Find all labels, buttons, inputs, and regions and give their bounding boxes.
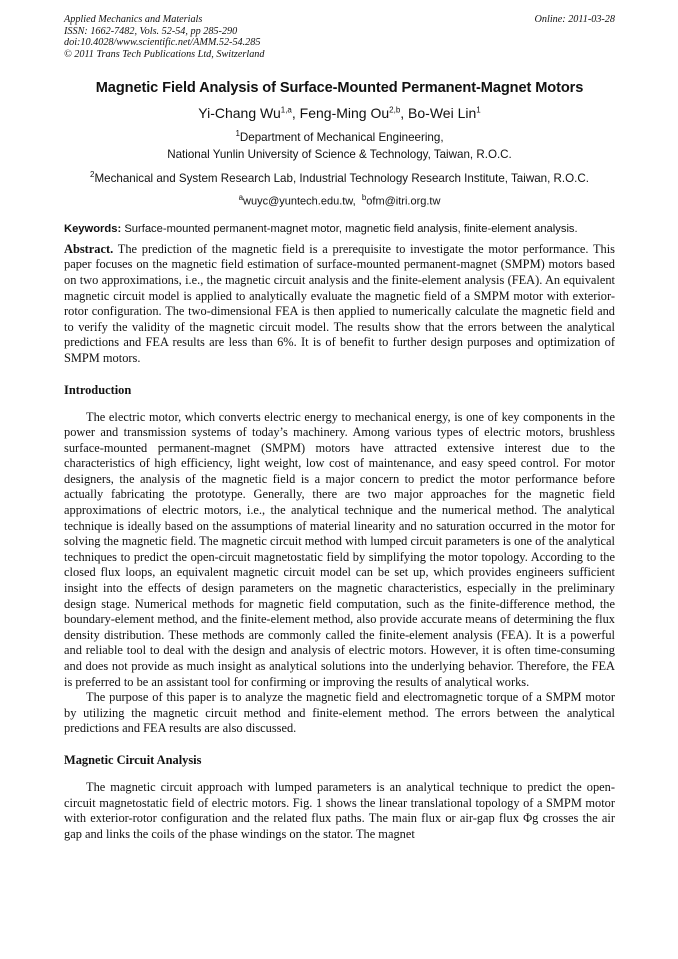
- author-sup: 2,b: [389, 105, 401, 115]
- affiliation-1: [64, 125, 615, 163]
- paper-page: [64, 14, 615, 842]
- author-name: Feng-Ming Ou: [299, 105, 390, 122]
- abstract-label: Abstract.: [64, 241, 114, 256]
- intro-paragraph-2: The purpose of this paper is to analyze the magnetic field and electromagnetic torque of a SMPM motor by utilizing the magnetic circuit method and finite-element method. The errors between the analytical predictions and FEA results are also discussed.: [64, 690, 615, 736]
- section-heading-magnetic-circuit: Magnetic Circuit Analysis: [64, 752, 202, 767]
- author-sup: 1: [476, 105, 481, 115]
- author-name: Bo-Wei Lin: [408, 105, 477, 122]
- email-sup: a: [238, 193, 244, 203]
- paper-title: Magnetic Field Analysis of Surface-Mounted Permanent-Magnet Motors: [95, 80, 584, 97]
- abstract-text: The prediction of the magnetic field is a prerequisite to investigate the motor performance. This paper focuses on the magnetic field estimation of surface-mounted permanent-magnet (SMPM) motors based on two approximations, i.e., the magnetic circuit analysis and the finite-element analysis (FEA). An equivalent magnetic circuit model is applied to analytically evaluate the magnetic field of a SMPM motor with exterior-rotor configuration. The two-dimensional FEA is then applied to numerically calculate the magnetic field and to verify the validity of the magnetic circuit model. The results show that the errors between the analytical predictions and FEA results are less than 6%. It is of benefit to further design purposes and optimization of SMPM motors.: [64, 241, 616, 365]
- keywords-block: [64, 222, 615, 237]
- issn-line: ISSN: 1662-7482, Vols. 52-54, pp 285-290: [64, 25, 238, 37]
- aff2-text: Mechanical and System Research Lab, Industrial Technology Research Institute, Taiwan, R.O.C.: [94, 172, 589, 186]
- journal-name: Applied Mechanics and Materials: [64, 14, 203, 25]
- journal-header: [64, 14, 615, 60]
- email-sup: b: [361, 193, 367, 203]
- intro-paragraph-1: The electric motor, which converts electric energy to mechanical energy, is one of key components in the power and transmission systems of today’s machinery. Among various types of electric motors, brushless surface-mounted permanent-magnet (SMPM) motors have attracted extensive interest due to the characteristics of high efficiency, light weight, low cost of maintenance, and easy speed control. For motor designers, the analysis of the magnetic field is a major concern to predict the motor performance before actually fabricating the prototype. Generally, there are two major approaches for the magnetic field approximations of electric motors, i.e., the analytical technique and the numerical method. The analytical technique is ideally based on the assumptions of material linearity and no saturation occurred in the motor for solving the magnetic field. The magnetic circuit method with lumped circuit parameters is one of the analytical techniques to predict the open-circuit magnetostatic field by simplifying the motor topology. According to the closed flux loops, an equivalent magnetic circuit model can be set up, which provides engineers sufficient insight into the effects of design parameters on the magnetic characteristics, especially in the preliminary design stage. Numerical methods for magnetic field computation, such as the finite-difference method, the boundary-element method, and the finite-element method, also provide accurate means of determining the flux density distribution. These methods are commonly called the finite-element analysis (FEA). It is a powerful and reliable tool to deal with the design and analysis of electric motors. However, it is often time-consuming and does not provide as much insight as analytical solutions into the underlying behavior. Therefore, the FEA is preferred to be an assistant tool for confirming or improving the results of analytical works.: [64, 409, 615, 689]
- aff-sup: 1: [235, 129, 240, 139]
- doi-line: doi:10.4028/www.scientific.net/AMM.52-54.285: [64, 37, 261, 49]
- copyright-line: © 2011 Trans Tech Publications Ltd, Switzerland: [64, 48, 265, 60]
- author-name: Yi-Chang Wu: [198, 105, 281, 122]
- author-list: Yi-Chang Wu$^{1,a}$, Feng-Ming Ou$^{2,b}$, Bo-Wei Lin$^1$: [198, 105, 481, 122]
- keywords-text: Surface-mounted permanent-magnet motor, magnetic field analysis, finite-element analysis.: [124, 222, 578, 235]
- aff1-line1: Department of Mechanical Engineering,: [239, 131, 444, 145]
- email-line: [64, 193, 615, 208]
- section-heading-introduction: Introduction: [64, 382, 132, 397]
- aff-sup: 2: [90, 170, 95, 180]
- email-a[interactable]: wuyc@yuntech.edu.tw,: [243, 195, 356, 208]
- mca-paragraph-1: The magnetic circuit approach with lumped parameters is an analytical technique to predict the open-circuit magnetostatic field of electric motors. Fig. 1 shows the linear translational topology of a SMPM motor with exterior-rotor configuration and the related flux paths. The main flux or air-gap flux Φg crosses the air gap and links the coils of the phase windings on the stator. The magnet: [64, 779, 615, 841]
- email-b[interactable]: ofm@itri.org.tw: [366, 195, 441, 208]
- author-sup: 1,a: [280, 105, 292, 115]
- keywords-label: Keywords:: [64, 222, 122, 235]
- abstract-block: [64, 242, 615, 367]
- aff1-line2: National Yunlin University of Science & Technology, Taiwan, R.O.C.: [167, 148, 512, 162]
- affiliation-2: [60, 166, 619, 187]
- online-date: Online: 2011-03-28: [534, 14, 615, 25]
